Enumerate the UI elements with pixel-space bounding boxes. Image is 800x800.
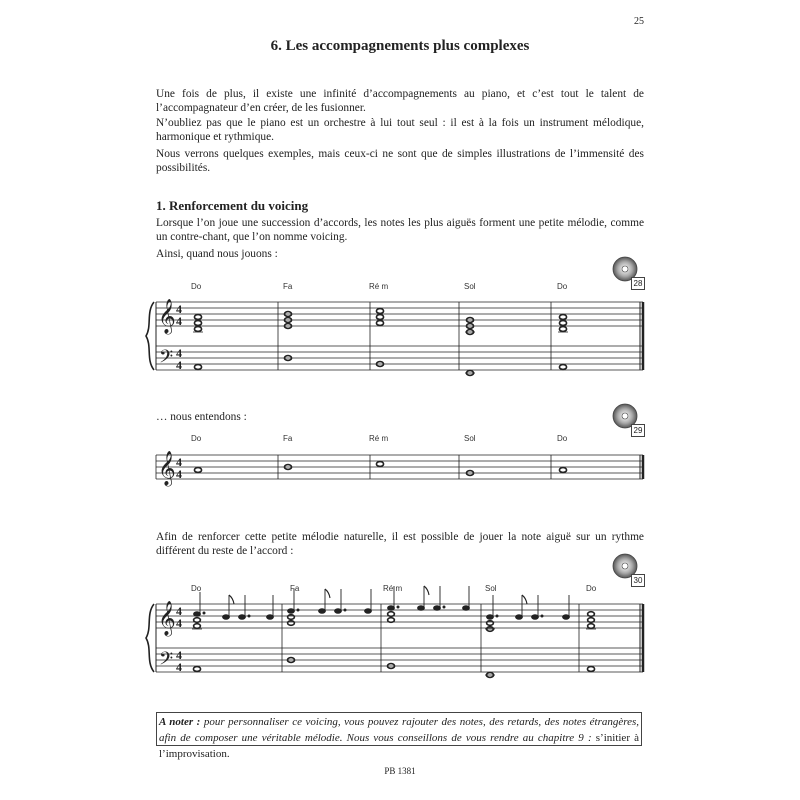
chords-example-1 (193, 309, 568, 376)
svg-text:4: 4 (176, 358, 182, 372)
time-signature: 4 (176, 302, 182, 316)
intro-paragraph-1: Une fois de plus, il existe une infinité d’accompagnements au piano, et c’est tout le talent de l’accompagnateur d’en créer, de les fusionner. (156, 88, 644, 115)
chord-label: Fa (283, 282, 293, 291)
chord-label: Do (557, 282, 568, 291)
page-footer: PB 1381 (384, 766, 416, 776)
note-box (156, 712, 642, 760)
svg-text:4: 4 (176, 314, 182, 328)
chapter-title: 6. Les accompagnements plus complexes (270, 38, 530, 54)
caption-example-3: Afin de renforcer cette petite mélodie naturelle, il est possible de jouer la note aiguë sur un rythme différent du reste de l’accord : (156, 531, 644, 558)
note-text-italic: pour personnaliser ce voicing, vous pouvez rajouter des notes, des retards, des notes étrangères, afin de composer une véritable mélodie. Nous vous conseillons de vous rendre au chapitre 9 : (159, 716, 640, 744)
time-signature: 4 (176, 648, 182, 662)
time-signature: 4 (176, 455, 182, 469)
caption-example-2: … nous entendons : (156, 411, 247, 423)
treble-clef: 𝄞 (158, 299, 176, 334)
section-paragraph: Lorsque l’on joue une succession d’accords, les notes les plus aiguës forment une petite mélodie, comme un contre-chant, que l’on nomme voicing. (156, 217, 644, 244)
chord-label: Sol (464, 434, 476, 443)
chord-label: Do (191, 282, 202, 291)
svg-text:4: 4 (176, 467, 182, 481)
chord-label: Sol (464, 282, 476, 291)
section-title: 1. Renforcement du voicing (156, 198, 309, 213)
bass-clef: 𝄢 (159, 649, 174, 674)
bass-clef: 𝄢 (159, 347, 174, 372)
grand-staff-example-1 (146, 302, 643, 370)
treble-clef: 𝄞 (158, 451, 176, 486)
note-text-plain: s’initier à l’improvisation. (159, 732, 639, 760)
chord-label: Fa (290, 584, 300, 593)
svg-text:4: 4 (176, 660, 182, 674)
chord-label: Fa (283, 434, 293, 443)
chord-label: Ré m (369, 434, 389, 443)
chord-label: Do (586, 584, 597, 593)
cd-track-number: 30 (631, 574, 645, 587)
melody-example-3 (192, 586, 596, 677)
treble-clef: 𝄞 (158, 601, 176, 636)
svg-text:4: 4 (176, 616, 182, 630)
time-signature: 4 (176, 604, 182, 618)
intro-paragraph-3: Nous verrons quelques exemples, mais ceux-ci ne sont que de simples illustrations de l’immensité des possibilités. (156, 148, 644, 175)
staff-example-2 (156, 455, 643, 479)
page-number: 25 (634, 16, 644, 27)
time-signature: 4 (176, 346, 182, 360)
chord-label: Do (557, 434, 568, 443)
caption-example-1: Ainsi, quand nous jouons : (156, 248, 278, 260)
chord-label: Do (191, 584, 202, 593)
cd-track-number: 28 (631, 277, 645, 290)
note-label: A noter : (159, 716, 201, 728)
cd-track-number: 29 (631, 424, 645, 437)
chord-label: Do (191, 434, 202, 443)
chord-label: Ré m (383, 584, 403, 593)
intro-paragraph-2: N’oubliez pas que le piano est un orchestre à lui tout seul : il est à la fois un instrument mélodique, harmonique et rythmique. (156, 117, 644, 144)
chord-label: Sol (485, 584, 497, 593)
chord-label: Ré m (369, 282, 389, 291)
